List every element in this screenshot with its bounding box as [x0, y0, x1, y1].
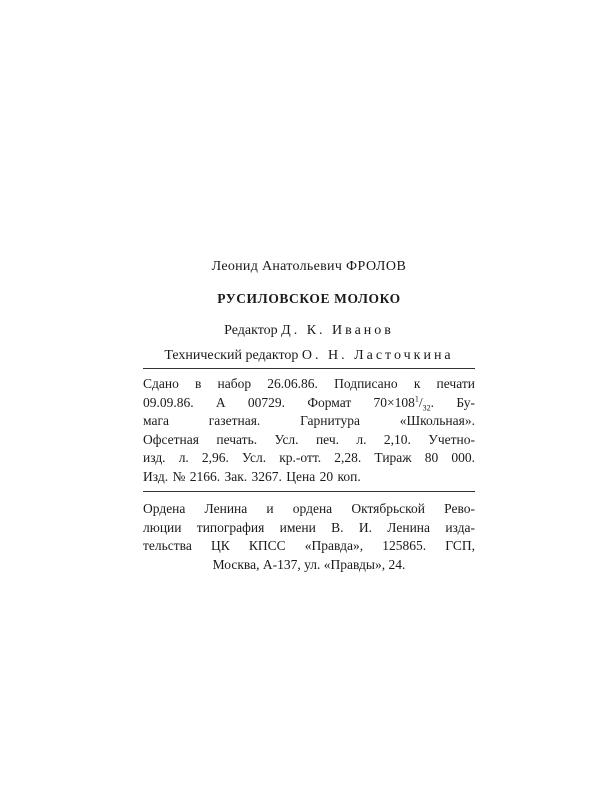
imprint-details — [143, 375, 475, 486]
colophon-block — [143, 257, 475, 574]
imprint-format-tail: . Бу- — [430, 394, 475, 410]
author-surname: ФРОЛОВ — [346, 259, 407, 274]
book-title: РУСИЛОВСКОЕ МОЛОКО — [217, 291, 401, 306]
editor-role: Редактор — [224, 323, 278, 338]
author-line — [143, 257, 475, 277]
imprint-line: Офсетная печать. Усл. печ. л. 2,10. Учетно- — [143, 431, 475, 447]
printer-line: тельства ЦК КПСС «Правда», 125865. ГСП, — [143, 538, 475, 553]
printer-info — [143, 500, 475, 574]
author-given-names: Леонид Анатольевич — [211, 259, 343, 274]
tech-editor-role: Технический редактор — [164, 348, 299, 363]
printer-line: Ордена Ленина и ордена Октябрьской Рево- — [143, 501, 475, 516]
format-fraction-denominator: 32 — [422, 403, 431, 413]
imprint-line: Изд. № 2166. Зак. 3267. Цена 20 коп. — [143, 468, 361, 484]
divider-top — [143, 368, 475, 369]
format-fraction-slash: / — [418, 394, 423, 410]
divider-middle — [143, 491, 475, 492]
printer-line: Москва, А-137, ул. «Правды», 24. — [212, 556, 406, 572]
tech-editor-credit — [143, 346, 475, 366]
imprint-line — [143, 394, 475, 413]
format-fraction-numerator: 1 — [414, 394, 419, 403]
editor-credit — [143, 321, 475, 341]
printer-line: люции типография имени В. И. Ленина изда- — [143, 519, 475, 535]
imprint-line: Сдано в набор 26.06.86. Подписано к печати — [143, 376, 475, 391]
imprint-line: изд. л. 2,96. Усл. кр.-отт. 2,28. Тираж 80 000. — [143, 450, 475, 465]
tech-editor-name: О. Н. Ласточкина — [301, 348, 454, 363]
imprint-format-text: 09.09.86. А 00729. Формат 70×108 — [143, 394, 415, 410]
editor-name: Д. К. Иванов — [281, 323, 394, 338]
imprint-line: мага газетная. Гарнитура «Школьная». — [143, 413, 475, 428]
